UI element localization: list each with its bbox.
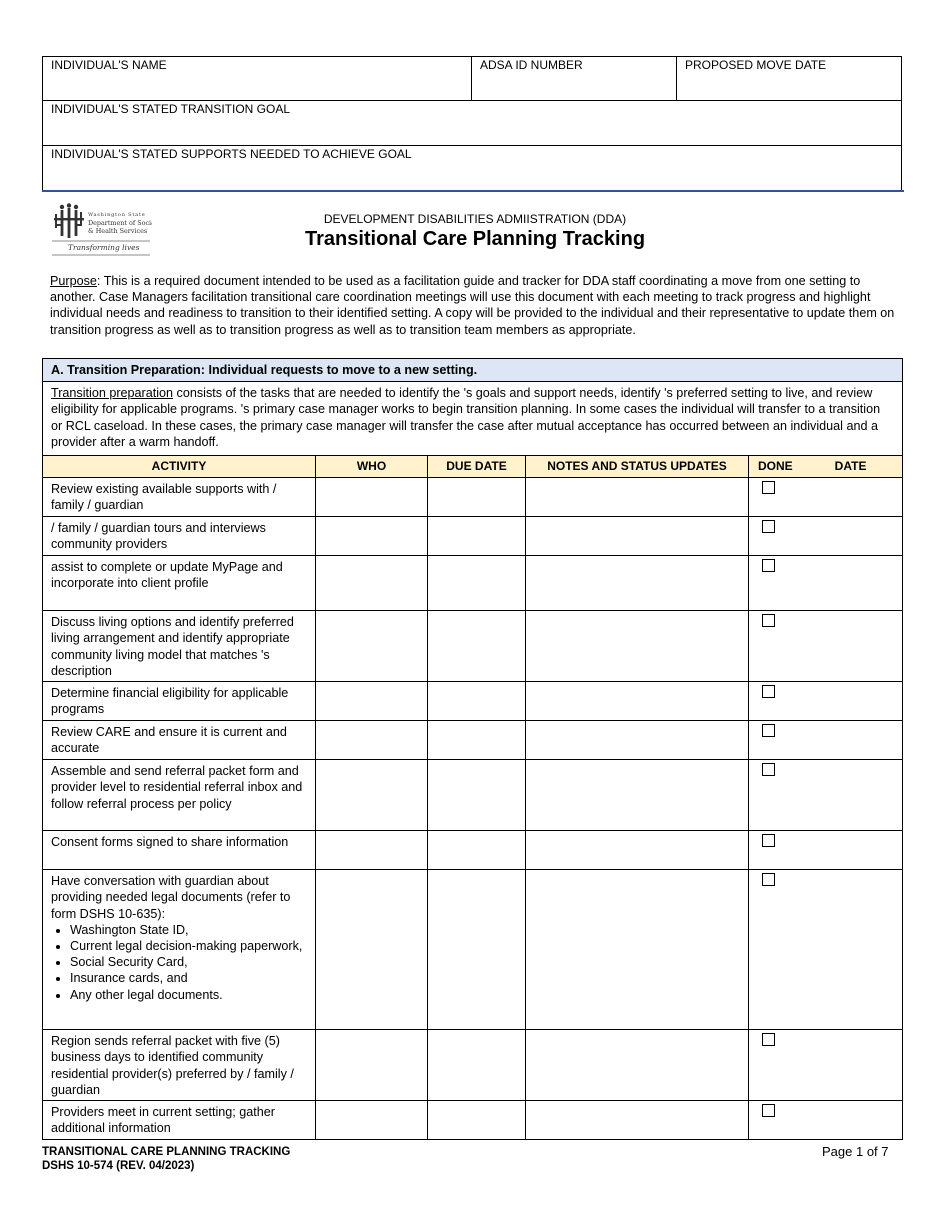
table-row: [43, 870, 903, 1030]
document-title: Transitional Care Planning Tracking: [304, 228, 646, 250]
done-checkbox[interactable]: [762, 724, 775, 737]
due-date-cell[interactable]: [428, 682, 526, 721]
who-cell[interactable]: [316, 1101, 428, 1140]
table-row: [43, 1030, 903, 1101]
table-row: [43, 831, 903, 870]
notes-cell[interactable]: [526, 870, 749, 1030]
col-done-date: [749, 456, 903, 478]
footer-form-number: DSHS 10-574 (REV. 04/2023): [42, 1160, 195, 1172]
due-date-cell[interactable]: [428, 556, 526, 611]
notes-cell[interactable]: [526, 611, 749, 682]
due-date-cell[interactable]: [428, 517, 526, 556]
done-date-cell: [749, 556, 903, 611]
purpose-text: : This is a required document intended to be used as a facilitation guide and tracker for DDA staff coordinating a move from one setting to another. Case Managers facilitation transitional care coordination meetings will use this document with each meeting to track progress and highlight individual needs and readiness to transition to their identified setting. A copy will be provided to the individual and their representative to update them on transition progress as well as to transition progress as well as to transition team members as appropriate.: [50, 274, 895, 337]
footer-form-title: TRANSITIONAL CARE PLANNING TRACKING: [42, 1146, 291, 1158]
proposed-move-date-field[interactable]: [677, 57, 902, 101]
due-date-cell[interactable]: [428, 760, 526, 831]
who-cell[interactable]: [316, 682, 428, 721]
table-row: [43, 478, 903, 517]
table-row: [43, 721, 903, 760]
col-activity: ACTIVITY: [43, 456, 316, 478]
table-row: [43, 611, 903, 682]
done-checkbox[interactable]: [762, 834, 775, 847]
due-date-cell[interactable]: [428, 721, 526, 760]
table-row: [43, 682, 903, 721]
activity-cell: [43, 870, 316, 1030]
col-who: WHO: [316, 456, 428, 478]
notes-cell[interactable]: [526, 760, 749, 831]
col-date: DATE: [834, 459, 867, 474]
who-cell[interactable]: [316, 870, 428, 1030]
due-date-cell[interactable]: [428, 478, 526, 517]
col-notes: NOTES AND STATUS UPDATES: [526, 456, 749, 478]
list-item: • Washington State ID,: [70, 922, 307, 938]
done-date-cell: [749, 831, 903, 870]
done-date-cell: [749, 682, 903, 721]
who-cell[interactable]: [316, 478, 428, 517]
who-cell[interactable]: [316, 611, 428, 682]
who-cell[interactable]: [316, 556, 428, 611]
col-due-date: DUE DATE: [428, 456, 526, 478]
activity-cell: Providers meet in current setting; gather additional information: [43, 1101, 316, 1140]
notes-cell[interactable]: [526, 1030, 749, 1101]
list-item: • Current legal decision-making paperwork,: [70, 938, 307, 954]
activity-cell: assist to complete or update MyPage and incorporate into client profile: [43, 556, 316, 611]
notes-cell[interactable]: [526, 831, 749, 870]
list-item: • Insurance cards, and: [70, 970, 307, 986]
table-row: [43, 760, 903, 831]
who-cell[interactable]: [316, 1030, 428, 1101]
purpose-paragraph: [50, 273, 896, 338]
list-item: • Any other legal documents.: [70, 987, 307, 1003]
who-cell[interactable]: [316, 760, 428, 831]
done-checkbox[interactable]: [762, 1033, 775, 1046]
activity-cell: Region sends referral packet with five (5) business days to identified community residential provider(s) preferred by / family / guardian: [43, 1030, 316, 1101]
who-cell[interactable]: [316, 831, 428, 870]
notes-cell[interactable]: [526, 517, 749, 556]
table-row: [43, 556, 903, 611]
done-date-cell: [749, 517, 903, 556]
intro-text: consists of the tasks that are needed to identify the 's goals and support needs, identify 's preferred setting to live, and review eligibility for applicable programs. 's primary case manager works to begin transition planning. In some cases the individual will transfer to a transition or RCL caseload. In these cases, the primary case manager will transfer the case after mutual acceptance has occurred between an individual and a provider after a warm handoff.: [51, 386, 881, 449]
done-checkbox[interactable]: [762, 520, 775, 533]
due-date-cell[interactable]: [428, 1101, 526, 1140]
activity-cell: Consent forms signed to share information: [43, 831, 316, 870]
done-checkbox[interactable]: [762, 685, 775, 698]
done-date-cell: [749, 760, 903, 831]
svg-text:Department of Social: Department of Social: [88, 219, 152, 227]
due-date-cell[interactable]: [428, 831, 526, 870]
activity-cell: Determine financial eligibility for applicable programs: [43, 682, 316, 721]
who-cell[interactable]: [316, 517, 428, 556]
notes-cell[interactable]: [526, 556, 749, 611]
activity-cell: Assemble and send referral packet form and provider level to residential referral inbox and follow referral process per policy: [43, 760, 316, 831]
col-done: DONE: [758, 459, 793, 474]
done-checkbox[interactable]: [762, 614, 775, 627]
table-row: [43, 517, 903, 556]
proposed-move-date-label: PROPOSED MOVE DATE: [685, 58, 827, 72]
section-a-intro: [43, 382, 903, 456]
svg-text:Transforming lives: Transforming lives: [68, 243, 140, 252]
transition-preparation-table: [42, 358, 903, 1140]
notes-cell[interactable]: [526, 721, 749, 760]
activity-text: Have conversation with guardian about providing needed legal documents (refer to form DSHS 10-635):: [51, 874, 291, 921]
header-divider: [42, 190, 904, 192]
table-row: [43, 1101, 903, 1140]
individual-name-label: INDIVIDUAL'S NAME: [51, 58, 167, 72]
notes-cell[interactable]: [526, 1101, 749, 1140]
notes-cell[interactable]: [526, 478, 749, 517]
due-date-cell[interactable]: [428, 870, 526, 1030]
due-date-cell[interactable]: [428, 1030, 526, 1101]
intro-label: Transition preparation: [51, 386, 174, 401]
due-date-cell[interactable]: [428, 611, 526, 682]
done-checkbox[interactable]: [762, 763, 775, 776]
supports-needed-label: INDIVIDUAL'S STATED SUPPORTS NEEDED TO ACHIEVE GOAL: [51, 147, 412, 161]
individual-name-field[interactable]: [43, 57, 472, 101]
done-date-cell: [749, 1030, 903, 1101]
list-item: • Social Security Card,: [70, 954, 307, 970]
activity-cell: Review CARE and ensure it is current and accurate: [43, 721, 316, 760]
purpose-label: Purpose: [50, 274, 97, 288]
who-cell[interactable]: [316, 721, 428, 760]
activity-cell: Discuss living options and identify preferred living arrangement and identify appropriate community living model that matches 's description: [43, 611, 316, 682]
adsa-id-field[interactable]: [472, 57, 677, 101]
transition-goal-label: INDIVIDUAL'S STATED TRANSITION GOAL: [51, 102, 290, 116]
done-date-cell: [749, 721, 903, 760]
done-checkbox[interactable]: [762, 873, 775, 886]
svg-text:& Health Services: & Health Services: [88, 227, 148, 235]
done-checkbox[interactable]: [762, 1104, 775, 1117]
page-number: Page 1 of 7: [822, 1144, 889, 1159]
notes-cell[interactable]: [526, 682, 749, 721]
activity-cell: Review existing available supports with / family / guardian: [43, 478, 316, 517]
done-checkbox[interactable]: [762, 559, 775, 572]
activity-cell: / family / guardian tours and interviews community providers: [43, 517, 316, 556]
footer-form-info: [42, 1145, 290, 1173]
done-date-cell: [749, 611, 903, 682]
supports-needed-field[interactable]: [43, 146, 902, 191]
done-date-cell: [749, 1101, 903, 1140]
adsa-id-label: ADSA ID NUMBER: [480, 58, 583, 72]
done-date-cell: [749, 870, 903, 1030]
svg-text:Washington State: Washington State: [88, 212, 146, 218]
done-date-cell: [749, 478, 903, 517]
done-checkbox[interactable]: [762, 481, 775, 494]
identification-table: [42, 56, 902, 191]
organization-name: DEVELOPMENT DISABILITIES ADMIISTRATION (DDA): [323, 212, 627, 226]
transition-goal-field[interactable]: [43, 101, 902, 146]
section-a-heading: A. Transition Preparation: Individual requests to move to a new setting.: [43, 359, 903, 382]
legal-documents-list: [51, 922, 307, 1003]
